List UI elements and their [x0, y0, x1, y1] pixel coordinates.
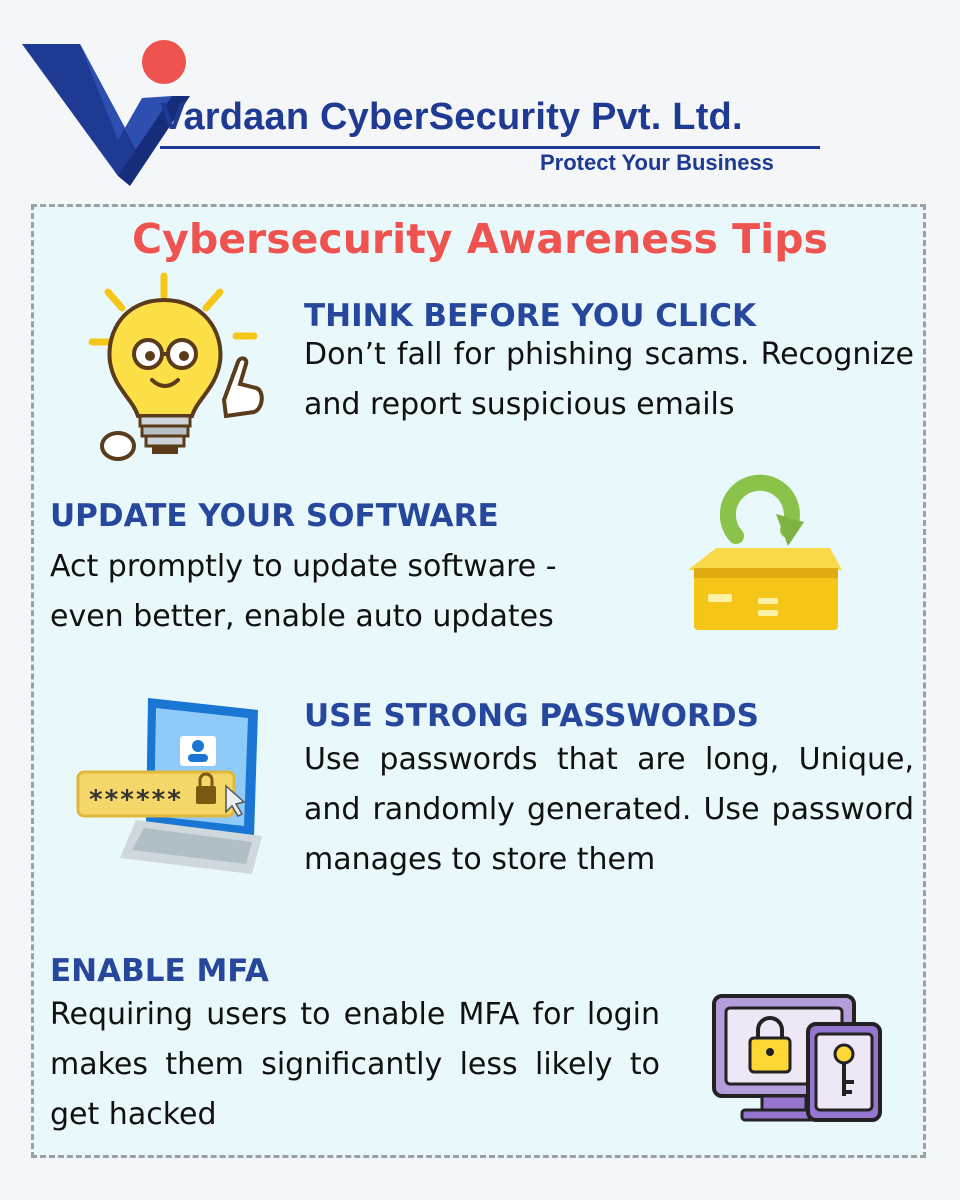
tip-heading-enable-mfa: ENABLE MFA — [50, 953, 269, 989]
poster-title: Cybersecurity Awareness Tips — [132, 215, 828, 263]
mfa-devices-icon — [706, 990, 886, 1130]
tip-body-enable-mfa: Requiring users to enable MFA for login makes them significantly less likely to get hacked — [50, 997, 660, 1132]
company-tagline: Protect Your Business — [540, 150, 774, 175]
lightbulb-mascot-icon — [88, 270, 268, 470]
laptop-password-icon — [76, 690, 276, 880]
tip-heading-update-software: UPDATE YOUR SOFTWARE — [50, 498, 499, 534]
company-name-underline — [160, 146, 820, 149]
tip-heading-think-before-click: THINK BEFORE YOU CLICK — [304, 298, 757, 334]
company-name: Vardaan CyberSecurity Pvt. Ltd. — [160, 96, 743, 138]
tip-body-think-before-click: Don’t fall for phishing scams. Recognize and report suspicious emails — [304, 337, 914, 422]
tip-heading-strong-passwords: USE STRONG PASSWORDS — [304, 698, 759, 734]
tip-body-update-software-line-2: even better, enable auto updates — [50, 599, 554, 634]
password-mask-text: ****** — [88, 785, 182, 815]
tip-body-strong-passwords: Use passwords that are long, Unique, and randomly generated. Use password manages to store them — [304, 742, 914, 877]
software-update-box-icon — [680, 470, 850, 640]
tip-body-update-software-line-1: Act promptly to update software - — [50, 549, 557, 584]
